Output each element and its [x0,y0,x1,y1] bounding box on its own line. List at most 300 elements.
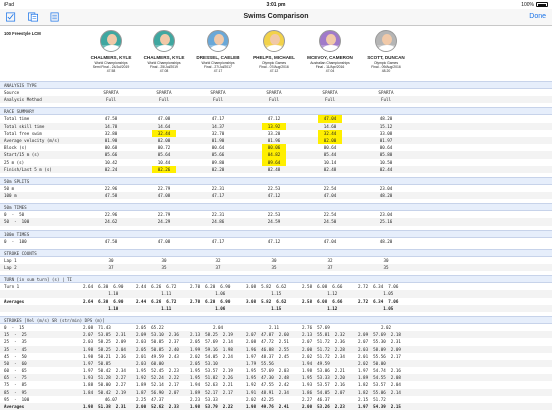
table-cell: 23.04 [379,212,393,218]
battery-percent: 100% [521,1,534,8]
row-label: 0 - 50 [4,212,25,218]
table-cell: 47.08 [157,238,171,244]
table-cell: 10.42 [104,159,118,165]
table-cell: 2.23 53.33 [190,396,218,402]
table-cell: 02.24 [104,166,118,172]
table-row [0,305,552,312]
swimmer-name: DRESSEL, CAELEB [196,55,240,60]
table-cell: 1.89 52.17 2.17 [190,389,233,395]
navigation-bar [0,9,552,26]
table-row [0,389,552,396]
table-cell: 1.06 [190,305,226,311]
row-label: 35 - 45 [4,346,27,352]
row-label: 50 m [4,185,15,191]
swimmer-time: 47.04 [325,69,335,73]
table-cell: 1.79 55.56 [246,360,274,366]
table-cell: 1.05 [358,305,394,311]
table-cell: 2.02 51.72 2.34 [302,353,345,359]
table-cell: 2.09 53.10 2.36 [136,332,179,338]
table-cell: 2.00 52.62 2.33 [136,404,179,409]
table-row [0,403,552,410]
table-cell: 2.05 50.85 2.40 [136,346,179,352]
table-cell: 47.58 [104,116,118,122]
table-cell: 1.95 51.82 2.26 [190,375,233,381]
table-cell: 30 [161,257,167,263]
swimmer-race: Final - 09/Aug/2016 [371,65,401,69]
table-cell: 30 [383,257,389,263]
swimmer-column-header[interactable] [85,30,137,73]
table-cell: 22.54 [323,185,337,191]
table-cell: 1.89 54.55 2.08 [358,375,401,381]
table-cell: 2.72 6.34 7.06 [358,284,399,290]
row-label: 100 m [4,193,17,199]
table-cell: 22.79 [157,212,171,218]
table-cell: 2.13 58.25 2.19 [190,332,233,338]
table-cell: 1.06 [190,291,226,297]
row-label: Average velocity (m/s) [4,137,60,143]
table-cell: SPARTA [322,90,338,95]
swimmer-meet: Olympic Games [373,61,399,65]
table-cell: 02.48 [323,166,337,172]
table-cell: 2.70 6.20 6.90 [190,284,231,290]
table-cell: 1.91 48.91 2.34 [246,389,289,395]
table-cell: Full [268,97,280,103]
section-gap [0,410,552,414]
table-cell: 1.99 59.16 1.98 [190,346,233,352]
row-label: Source [4,90,20,95]
status-bar [0,0,552,9]
table-cell: 1.93 51.28 2.27 [83,375,126,381]
avatar [263,30,285,52]
table-cell: 22.53 [267,212,281,218]
table-cell: 2.02 [380,324,392,330]
table-cell: SPARTA [266,90,282,95]
avatar-head [270,34,280,45]
avatar-ring [376,45,396,51]
carrier-label: iPad [4,1,15,8]
table-cell: 32.80 [104,130,118,136]
table-cell: 35 [161,265,167,270]
table-cell: 32.70 [211,130,225,136]
table-cell: 47.17 [211,116,225,122]
table-cell: 47.04 [318,115,342,122]
table-cell: 01.97 [379,137,393,143]
table-cell: 25.16 [379,219,393,225]
table-cell: 1.98 50.21 2.36 [83,353,126,359]
swimmer-time: 47.08 [159,69,169,73]
table-cell: 1.95 57.69 2.03 [246,368,289,374]
row-label: 60 - 65 [4,368,27,374]
swimmer-meet: Olympic Games [261,61,287,65]
swimmer-name: MCEVOY, CAMERON [307,55,353,60]
table-cell: 32 [215,257,221,263]
table-row [0,151,552,158]
battery-indicator [521,2,548,8]
row-label: Total time [4,116,30,122]
table-cell: 47.17 [211,238,225,244]
row-label: Total free swim [4,130,42,136]
table-cell: 22.31 [211,185,225,191]
table-cell: 1.94 49.59 [302,360,330,366]
avatar-ring [320,45,340,51]
table-cell: 2.01 49.59 2.43 [136,353,179,359]
table-cell: 2.08 71.43 [83,324,111,330]
table-cell: 47.08 [157,193,171,199]
table-cell: 1.95 47.30 2.48 [246,375,289,381]
row-label: Finish/Last 5 m (s) [4,166,52,172]
table-row [0,331,552,338]
table-cell: SPARTA [210,90,226,95]
table-cell: 35 [271,265,277,270]
table-row [0,367,552,374]
table-cell: 1.10 [83,305,119,311]
avatar-head [160,34,170,45]
row-label: 50 - 100 [4,219,30,225]
table-cell: 02.44 [379,166,393,172]
avatar [319,30,341,52]
table-cell: 02.48 [267,166,281,172]
avatar-head [326,34,336,45]
table-cell: 1.89 52.14 2.17 [136,382,179,388]
table-cell: 1.87 56.90 2.07 [136,389,179,395]
swimmer-column-header[interactable] [138,30,190,73]
table-cell: 1.93 53.57 2.16 [302,382,345,388]
swimmer-meet: World Championships [147,61,181,65]
table-cell: 02.00 [318,137,342,144]
table-cell: 24.86 [211,219,225,225]
avatar-head [382,34,392,45]
table-cell: 05.80 [379,152,393,158]
table-cell: Full [158,97,170,103]
table-cell: 1.92 52.24 2.22 [136,375,179,381]
table-cell: 32.44 [318,130,342,137]
table-cell: 1.94 52.63 2.21 [190,382,233,388]
table-cell: 05.64 [157,152,171,158]
table-cell: 2.05 53.10 [190,360,218,366]
table-row [0,360,552,367]
table-row [0,264,552,271]
table-cell: 14.60 [323,123,337,129]
table-cell: 2.64 6.30 6.90 [83,298,124,304]
table-cell: 47.04 [323,193,337,199]
swimmer-name: CHALMERS, KYLE [90,55,132,60]
table-cell: 32.44 [152,130,176,137]
row-label: Averages [4,404,25,409]
table-cell: 47.12 [267,238,281,244]
swimmer-race: Final - 27/Jul/2017 [204,65,232,69]
table-cell: 2.00 51.72 2.28 [302,346,345,352]
table-cell: 2.02 42.25 [246,396,274,402]
swimmer-time: 47.12 [269,69,279,73]
event-title: 100 Freestyle LCM [4,31,41,36]
table-cell: 2.44 6.26 6.72 [136,298,177,304]
row-label: Lap 1 [4,257,17,263]
section-header: 50m SPLITS [0,177,552,185]
table-cell: 1.86 54.05 2.07 [302,389,345,395]
table-row [0,257,552,264]
table-cell: 2.00 53.26 2.23 [302,404,345,409]
table-row [0,353,552,360]
table-cell: Full [212,97,224,103]
table-cell: 2.07 47.87 2.60 [246,332,289,338]
table-cell: 35 [383,265,389,270]
table-cell: 37 [327,265,333,270]
table-cell: 1.11 [136,305,172,311]
swimmer-race: Final - 07/Aug/2016 [259,65,289,69]
table-cell: 2.58 6.08 6.66 [302,298,343,304]
table-cell: 2.15 51.72 [358,396,386,402]
row-label: 25 m (s) [4,159,25,165]
swimmer-name: SCOTT, DUNCAN [367,55,405,60]
table-cell: 22.96 [104,212,118,218]
table-cell: 14.64 [157,123,171,129]
avatar [375,30,397,52]
table-cell: 22.53 [267,185,281,191]
swimmer-name: PHELPS, MICHAEL [253,55,295,60]
swimmer-name: CHALMERS, KYLE [143,55,185,60]
table-cell: 32 [327,257,333,263]
swimmer-time: 48.20 [381,69,391,73]
section-header: STROKE COUNTS [0,249,552,257]
table-cell: 48.20 [379,193,393,199]
swimmer-race: Semi Final - 24/Jul/2019 [92,65,130,69]
swimmer-column-header[interactable] [248,30,300,73]
table-cell: 00.06 [262,144,286,151]
table-row [0,211,552,218]
table-cell: Full [324,97,336,103]
table-cell: 1.82 55.06 2.14 [358,389,401,395]
table-cell: 2.64 6.30 6.90 [83,284,124,290]
table-row [0,185,552,192]
table-row [0,396,552,403]
table-cell: 15.12 [379,123,393,129]
table-cell: 24.29 [157,219,171,225]
table-cell: 2.03 58.09 2.09 [358,346,401,352]
done-button[interactable]: Done [529,13,546,20]
row-label: 45 - 50 [4,353,27,359]
table-cell: 2.44 6.26 6.72 [136,284,177,290]
table-cell: 1.15 [246,305,282,311]
row-label: 95 - 100 [4,396,30,402]
avatar [153,30,175,52]
table-cell: SPARTA [378,90,394,95]
table-cell: 2.09 57.69 2.18 [358,332,401,338]
table-cell: 2.13 55.81 2.32 [302,332,345,338]
table-cell: 2.05 65.22 [136,324,164,330]
table-cell: 2.72 6.34 7.06 [358,298,399,304]
table-cell: 33.08 [379,130,393,136]
table-cell: 1.98 49.76 2.41 [246,404,289,409]
swimmer-meet: World Championships [94,61,128,65]
table-cell: Full [105,97,117,103]
table-cell: 2.11 [268,324,280,330]
swimmer-column-header[interactable] [360,30,412,73]
avatar-ring [154,45,174,51]
swimmer-meet: Australian Championships [310,61,350,65]
avatar-ring [264,45,284,51]
table-cell: 2.02 54.05 2.24 [190,353,233,359]
swimmer-meet: World Championships [201,61,235,65]
table-cell: 1.98 53.79 2.22 [190,404,233,409]
comparison-sheet [0,26,552,414]
row-label: Start/15 m (s) [4,152,40,158]
table-cell: 1.97 50.85 [83,360,111,366]
table-cell: 10.44 [157,159,171,165]
table-cell: 02.20 [211,166,225,172]
table-cell: 00.72 [157,145,171,151]
avatar-head [107,34,117,45]
table-cell: 2.02 50.00 [358,360,386,366]
table-cell: 1.95 53.57 2.19 [190,368,233,374]
table-cell: 1.82 53.57 2.04 [358,382,401,388]
avatar-head [214,34,224,45]
table-cell: 02.00 [157,137,171,143]
row-label: 0 - 100 [4,238,27,244]
table-cell: 05.66 [211,152,225,158]
table-row [0,159,552,166]
table-row [0,166,552,173]
table-cell: 10.50 [379,159,393,165]
table-row [0,324,552,331]
table-row [0,96,552,103]
table-cell: 1.10 [83,291,119,297]
table-cell: 24.59 [267,219,281,225]
table-cell: 2.07 55.30 2.31 [358,339,401,345]
table-cell: 3.08 5.82 6.62 [246,298,287,304]
clock: 3:01 pm [266,1,286,8]
table-cell: 1.12 [302,305,338,311]
table-cell: 2.04 [212,324,224,330]
table-cell: 1.95 52.45 2.23 [136,368,179,374]
table-cell: 14.37 [211,123,225,129]
table-row [0,283,552,290]
row-label: Total skill time [4,123,45,129]
row-label: 85 - 95 [4,389,27,395]
table-cell: 00.64 [379,145,393,151]
battery-icon [536,2,548,7]
table-cell: 01.90 [211,137,225,143]
section-header: 50m TIMES [0,203,552,211]
table-row [0,374,552,381]
page-title: Swims Comparison [243,13,309,20]
table-cell: 1.98 51.38 2.31 [83,404,126,409]
table-row [0,238,552,245]
table-row [0,218,552,225]
table-cell: 47.17 [211,193,225,199]
comparison-tables [0,81,552,414]
table-cell: 2.76 57.69 [302,324,330,330]
row-label: 25 - 35 [4,339,27,345]
table-row [0,290,552,297]
table-cell: 23.04 [379,185,393,191]
table-cell: 48.20 [379,238,393,244]
section-header: RACE SUMMARY [0,107,552,115]
table-cell: 09.80 [211,159,225,165]
table-cell: 2.05 57.69 2.14 [190,339,233,345]
table-cell: 24.62 [104,219,118,225]
table-cell: 48.20 [379,116,393,122]
table-cell: 30 [271,257,277,263]
table-cell: 04.82 [262,151,286,158]
table-cell: 47.58 [104,238,118,244]
table-cell: 1.97 54.74 2.16 [358,368,401,374]
table-cell: 09.64 [262,159,286,166]
table-cell: 37 [215,265,221,270]
row-label: 65 - 75 [4,375,27,381]
table-cell: 10.14 [323,159,337,165]
table-cell: 00.64 [323,145,337,151]
swimmer-time: 47.58 [106,69,116,73]
table-cell: 1.98 53.06 2.21 [302,368,345,374]
swimmer-race: Final - 25/Jul/2019 [150,65,178,69]
table-cell: 2.03 50.85 2.37 [136,339,179,345]
table-cell: 13.92 [262,123,286,130]
table-cell: 1.98 58.25 2.04 [83,346,126,352]
table-cell: SPARTA [156,90,172,95]
table-cell: 30 [108,257,114,263]
table-cell: 1.96 46.88 2.55 [246,346,289,352]
table-cell: 22.54 [323,212,337,218]
table-cell: 47.12 [267,193,281,199]
table-cell: 2.01 55.56 2.17 [358,353,401,359]
table-cell: 2.27 46.37 [302,396,330,402]
row-label: Block (s) [4,145,27,151]
table-cell: 2.08 47.72 2.51 [246,339,289,345]
table-cell: 1.12 [302,291,338,297]
table-cell: 2.03 60.00 [136,360,164,366]
table-cell: 1.88 50.00 2.27 [83,382,126,388]
table-cell: 14.78 [104,123,118,129]
table-cell: 2.58 6.08 6.66 [302,284,343,290]
avatar-ring [208,45,228,51]
table-cell: 1.97 54.39 2.15 [358,404,401,409]
table-row [0,192,552,199]
table-row [0,381,552,388]
table-cell: 1.11 [136,291,172,297]
row-label: 50 - 60 [4,360,27,366]
table-cell: 1.92 47.55 2.42 [246,382,289,388]
swimmer-column-header[interactable] [304,30,356,73]
swimmer-time: 47.17 [213,69,223,73]
table-cell: SPARTA [103,90,119,95]
table-cell: 47.08 [157,116,171,122]
table-cell: 05.66 [104,152,118,158]
swimmer-column-header[interactable] [192,30,244,73]
row-label: Averages [4,298,25,304]
table-row [0,89,552,96]
table-cell: 33.20 [267,130,281,136]
table-cell: 2.07 51.72 2.36 [302,339,345,345]
table-cell: 47.12 [267,116,281,122]
row-label: Turn 1 [4,284,20,290]
avatar [207,30,229,52]
section-header: TURN [in sum turn] (s) | TI [0,275,552,283]
table-cell: 1.95 53.33 2.20 [302,375,345,381]
table-cell: 37 [108,265,114,270]
table-cell: 01.96 [267,137,281,143]
section-header: STROKES [Vel (m/s) SR (str/min) DPS (m)] [0,316,552,324]
table-row [0,123,552,130]
table-cell: 46.07 [104,396,118,402]
table-cell: 22.96 [104,185,118,191]
table-row [0,144,552,151]
table-cell: 1.15 [246,291,282,297]
table-cell: 2.03 58.25 2.09 [83,339,126,345]
section-header: 100m TIMES [0,230,552,238]
table-row [0,298,552,305]
row-label: 15 - 25 [4,332,27,338]
table-cell: 2.07 53.85 2.31 [83,332,126,338]
